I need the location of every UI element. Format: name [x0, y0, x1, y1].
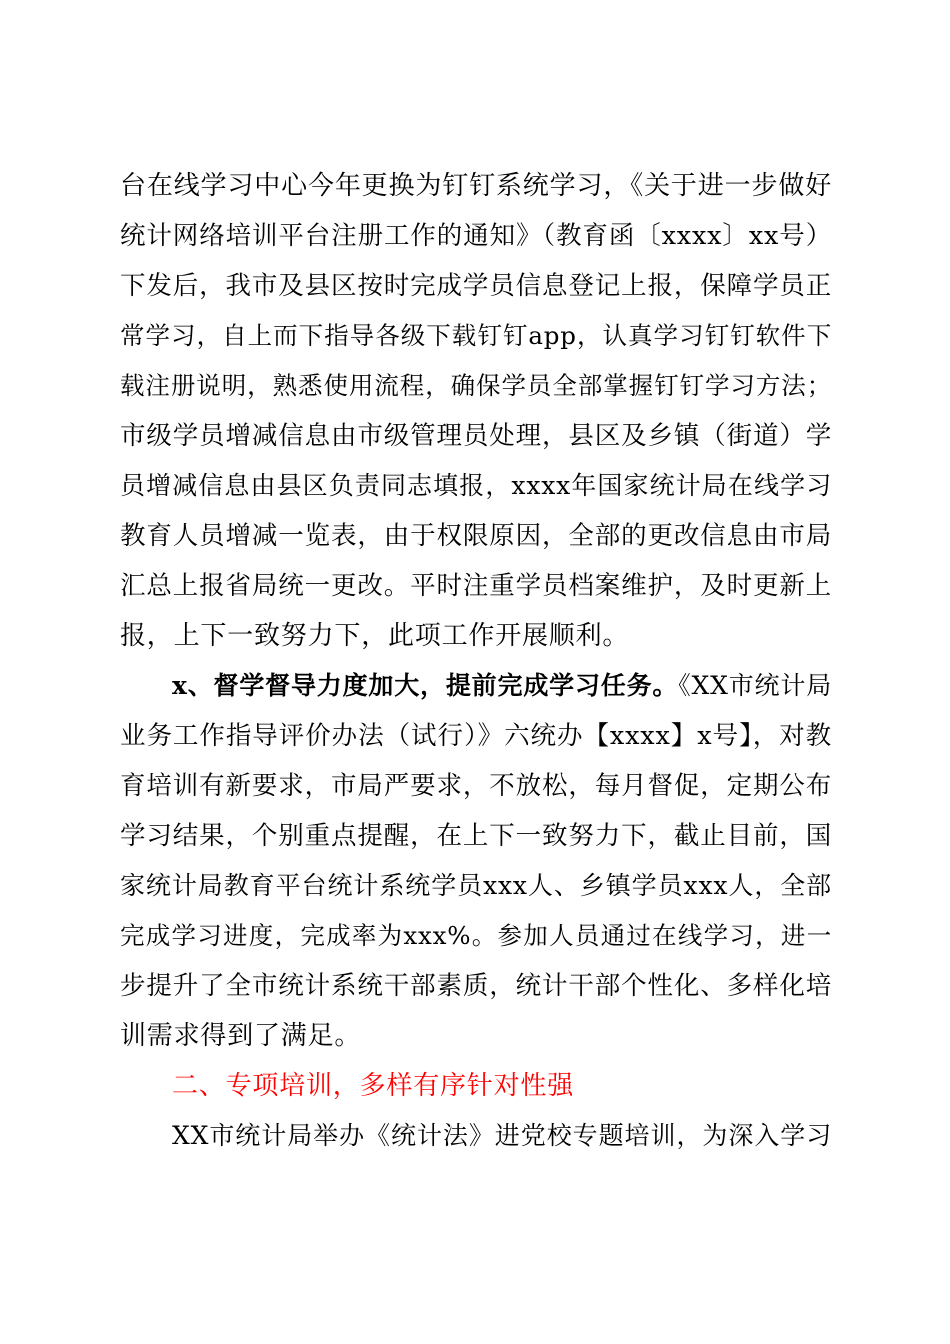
- paragraph-line: 训需求得到了满足。: [120, 1021, 362, 1051]
- paragraph-line: 汇总上报省局统一更改。平时注重学员档案维护，及时更新上: [120, 571, 832, 601]
- section-heading: 二、专项培训，多样有序针对性强: [172, 1071, 575, 1101]
- paragraph-line: 学习结果，个别重点提醒，在上下一致努力下，截止目前，国: [120, 821, 832, 851]
- paragraph-line: 员增减信息由县区负责同志填报，xxxx年国家统计局在线学习: [120, 471, 832, 500]
- bold-lead-sentence: x、督学督导力度加大，提前完成学习任务。: [172, 671, 679, 700]
- paragraph-line: 常学习，自上而下指导各级下载钉钉app，认真学习钉钉软件下: [120, 321, 832, 350]
- paragraph-first-line: XX市统计局举办《统计法》进党校专题培训，为深入学习: [172, 1121, 832, 1150]
- paragraph-line: 市级学员增减信息由市级管理员处理，县区及乡镇（街道）学: [120, 421, 832, 451]
- paragraph-line: 台在线学习中心今年更换为钉钉系统学习，《关于进一步做好: [120, 171, 832, 201]
- paragraph-line: 载注册说明，熟悉使用流程，确保学员全部掌握钉钉学习方法；: [120, 371, 832, 400]
- paragraph-line: 业务工作指导评价办法（试行）》六统办【xxxx】x号】，对教: [120, 721, 832, 751]
- paragraph-line: 家统计局教育平台统计系统学员xxx人、乡镇学员xxx人，全部: [120, 871, 832, 900]
- paragraph-line: 教育人员增减一览表，由于权限原因，全部的更改信息由市局: [120, 521, 832, 551]
- paragraph-text: 《XX市统计局: [678, 671, 832, 700]
- paragraph-line: 统计网络培训平台注册工作的通知》（教育函〔xxxx〕xx号）: [120, 221, 832, 251]
- paragraph-first-line: [172, 666, 832, 706]
- paragraph-line: 下发后，我市及县区按时完成学员信息登记上报，保障学员正: [120, 271, 832, 301]
- paragraph-line: 完成学习进度，完成率为xxx%。参加人员通过在线学习，进一: [120, 921, 832, 950]
- paragraph-line: 步提升了全市统计系统干部素质，统计干部个性化、多样化培: [120, 971, 832, 1001]
- paragraph-line: 报，上下一致努力下，此项工作开展顺利。: [120, 621, 630, 651]
- paragraph-line: 育培训有新要求，市局严要求，不放松，每月督促，定期公布: [120, 771, 832, 801]
